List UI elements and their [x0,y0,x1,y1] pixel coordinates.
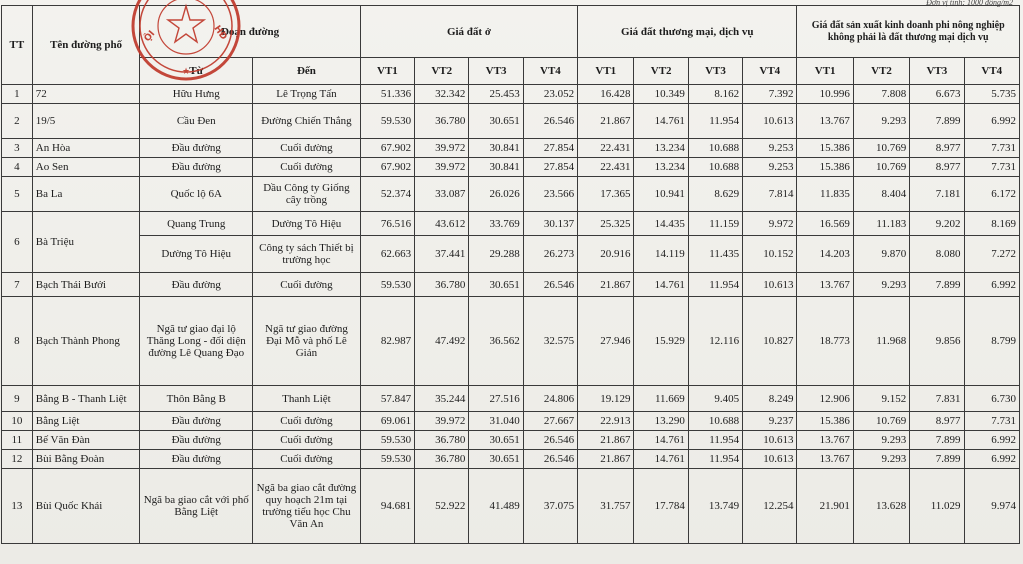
residential-price-cell: 51.336 [360,85,414,104]
col-vt: VT2 [634,58,688,85]
col-vt: VT3 [910,58,964,85]
street-name-cell: Ba La [32,177,140,212]
commercial-price-cell: 12.254 [743,469,797,544]
production-price-cell: 8.977 [910,139,964,158]
residential-price-cell: 33.769 [469,212,523,236]
production-price-cell: 13.767 [797,450,853,469]
street-name-cell: Bằng Liệt [32,412,140,431]
residential-price-cell: 36.780 [415,450,469,469]
svg-text:★: ★ [182,67,191,77]
street-name-cell: Bùi Bằng Đoàn [32,450,140,469]
commercial-price-cell: 21.867 [578,273,634,297]
segment-from-cell: Đầu đường [140,450,253,469]
production-price-cell: 7.899 [910,450,964,469]
residential-price-cell: 30.651 [469,431,523,450]
production-price-cell: 13.628 [853,469,909,544]
production-price-cell: 10.769 [853,412,909,431]
col-vt: VT4 [523,58,577,85]
street-name-cell: An Hòa [32,139,140,158]
table-row [2,412,1020,431]
commercial-price-cell: 10.688 [688,139,742,158]
commercial-price-cell: 21.867 [578,431,634,450]
production-price-cell: 7.731 [964,139,1019,158]
segment-from-cell: Đầu đường [140,431,253,450]
production-price-cell: 14.203 [797,236,853,273]
production-price-cell: 10.769 [853,139,909,158]
production-price-cell: 9.152 [853,386,909,412]
residential-price-cell: 33.087 [415,177,469,212]
row-number-cell: 13 [2,469,33,544]
land-price-table [1,5,1020,544]
segment-to-cell: Ngã ba giao cắt đường quy hoạch 21m tại trường tiểu học Chu Văn An [253,469,361,544]
segment-to-cell: Ngã tư giao đường Đại Mỗ và phố Lê Giản [253,297,361,386]
segment-to-cell: Dầu Công ty Giống cây trồng [253,177,361,212]
residential-price-cell: 30.651 [469,104,523,139]
segment-from-cell: Quang Trung [140,212,253,236]
commercial-price-cell: 19.129 [578,386,634,412]
residential-price-cell: 59.530 [360,450,414,469]
residential-price-cell: 35.244 [415,386,469,412]
segment-from-cell: Cầu Đen [140,104,253,139]
commercial-price-cell: 25.325 [578,212,634,236]
commercial-price-cell: 27.946 [578,297,634,386]
commercial-price-cell: 22.913 [578,412,634,431]
residential-price-cell: 32.575 [523,297,577,386]
residential-price-cell: 31.040 [469,412,523,431]
segment-from-cell: Đầu đường [140,273,253,297]
table-row [2,104,1020,139]
production-price-cell: 16.569 [797,212,853,236]
production-price-cell: 10.996 [797,85,853,104]
residential-price-cell: 32.342 [415,85,469,104]
col-vt: VT2 [415,58,469,85]
commercial-price-cell: 10.349 [634,85,688,104]
production-price-cell: 6.172 [964,177,1019,212]
segment-from-cell: Dường Tô Hiệu [140,236,253,273]
segment-to-cell: Công ty sách Thiết bị trường học [253,236,361,273]
row-number-cell: 2 [2,104,33,139]
segment-to-cell: Cuối đường [253,450,361,469]
production-price-cell: 7.899 [910,273,964,297]
street-name-cell: Bạch Thái Bưởi [32,273,140,297]
residential-price-cell: 47.492 [415,297,469,386]
segment-from-cell: Đầu đường [140,158,253,177]
segment-from-cell: Đầu đường [140,412,253,431]
production-price-cell: 8.169 [964,212,1019,236]
commercial-price-cell: 10.688 [688,412,742,431]
commercial-price-cell: 16.428 [578,85,634,104]
production-price-cell: 18.773 [797,297,853,386]
production-price-cell: 6.992 [964,104,1019,139]
residential-price-cell: 27.516 [469,386,523,412]
col-vt: VT4 [743,58,797,85]
residential-price-cell: 76.516 [360,212,414,236]
production-price-cell: 6.673 [910,85,964,104]
residential-price-cell: 26.546 [523,273,577,297]
production-price-cell: 9.293 [853,104,909,139]
table-row [2,297,1020,386]
production-price-cell: 21.901 [797,469,853,544]
production-price-cell: 15.386 [797,139,853,158]
production-price-cell: 7.831 [910,386,964,412]
commercial-price-cell: 11.954 [688,431,742,450]
production-price-cell: 7.899 [910,431,964,450]
table-row [2,212,1020,236]
commercial-price-cell: 11.435 [688,236,742,273]
commercial-price-cell: 10.152 [743,236,797,273]
segment-to-cell: Cuối đường [253,431,361,450]
production-price-cell: 15.386 [797,412,853,431]
row-number-cell: 4 [2,158,33,177]
commercial-price-cell: 14.761 [634,431,688,450]
segment-from-cell: Quốc lộ 6A [140,177,253,212]
col-vt: VT1 [797,58,853,85]
col-vt: VT3 [469,58,523,85]
commercial-price-cell: 10.688 [688,158,742,177]
production-price-cell: 7.272 [964,236,1019,273]
commercial-price-cell: 9.405 [688,386,742,412]
residential-price-cell: 39.972 [415,139,469,158]
commercial-price-cell: 14.435 [634,212,688,236]
row-number-cell: 11 [2,431,33,450]
residential-price-cell: 69.061 [360,412,414,431]
commercial-price-cell: 11.954 [688,273,742,297]
production-price-cell: 12.906 [797,386,853,412]
production-price-cell: 5.735 [964,85,1019,104]
segment-to-cell: Thanh Liệt [253,386,361,412]
unit-note: Đơn vị tính: 1000 đồng/m2 [926,0,1013,7]
table-row [2,85,1020,104]
col-commercial: Giá đất thương mại, dịch vụ [578,6,797,58]
production-price-cell: 6.992 [964,431,1019,450]
commercial-price-cell: 17.365 [578,177,634,212]
col-residential: Giá đất ở [360,6,577,58]
commercial-price-cell: 8.629 [688,177,742,212]
residential-price-cell: 59.530 [360,104,414,139]
table-row [2,469,1020,544]
residential-price-cell: 26.546 [523,431,577,450]
residential-price-cell: 37.441 [415,236,469,273]
residential-price-cell: 23.052 [523,85,577,104]
production-price-cell: 10.769 [853,158,909,177]
col-vt: VT3 [688,58,742,85]
street-name-cell: Bế Văn Đàn [32,431,140,450]
production-price-cell: 8.799 [964,297,1019,386]
table-row [2,236,1020,273]
commercial-price-cell: 10.613 [743,450,797,469]
commercial-price-cell: 14.761 [634,450,688,469]
production-price-cell: 9.202 [910,212,964,236]
street-name-cell: 19/5 [32,104,140,139]
segment-to-cell: Đường Chiến Thắng [253,104,361,139]
commercial-price-cell: 9.253 [743,139,797,158]
svg-text:ỘI: ỘI [142,29,158,44]
residential-price-cell: 26.026 [469,177,523,212]
street-name-cell: Ao Sen [32,158,140,177]
header-row-2 [2,58,1020,85]
commercial-price-cell: 9.972 [743,212,797,236]
production-price-cell: 9.870 [853,236,909,273]
table-row [2,158,1020,177]
residential-price-cell: 23.566 [523,177,577,212]
residential-price-cell: 30.651 [469,450,523,469]
production-price-cell: 9.293 [853,431,909,450]
row-number-cell: 12 [2,450,33,469]
segment-from-cell: Hữu Hưng [140,85,253,104]
residential-price-cell: 82.987 [360,297,414,386]
segment-to-cell: Cuối đường [253,273,361,297]
production-price-cell: 8.080 [910,236,964,273]
commercial-price-cell: 10.613 [743,104,797,139]
residential-price-cell: 57.847 [360,386,414,412]
row-number-cell: 1 [2,85,33,104]
residential-price-cell: 29.288 [469,236,523,273]
residential-price-cell: 67.902 [360,158,414,177]
production-price-cell: 7.899 [910,104,964,139]
commercial-price-cell: 13.234 [634,139,688,158]
residential-price-cell: 39.972 [415,412,469,431]
residential-price-cell: 36.780 [415,104,469,139]
table-row [2,139,1020,158]
commercial-price-cell: 13.234 [634,158,688,177]
commercial-price-cell: 22.431 [578,158,634,177]
residential-price-cell: 52.374 [360,177,414,212]
production-price-cell: 11.968 [853,297,909,386]
production-price-cell: 7.731 [964,412,1019,431]
production-price-cell: 13.767 [797,431,853,450]
segment-to-cell: Lê Trọng Tấn [253,85,361,104]
residential-price-cell: 27.854 [523,158,577,177]
segment-to-cell: Cuối đường [253,139,361,158]
header-row-1 [2,6,1020,58]
commercial-price-cell: 8.162 [688,85,742,104]
production-price-cell: 7.181 [910,177,964,212]
production-price-cell: 15.386 [797,158,853,177]
residential-price-cell: 59.530 [360,431,414,450]
commercial-price-cell: 11.954 [688,450,742,469]
commercial-price-cell: 11.159 [688,212,742,236]
residential-price-cell: 62.663 [360,236,414,273]
commercial-price-cell: 13.290 [634,412,688,431]
table-row [2,273,1020,297]
col-production: Giá đất sản xuất kinh doanh phi nông nghiệp không phải là đất thương mại dịch vụ [797,6,1020,58]
production-price-cell: 9.856 [910,297,964,386]
residential-price-cell: 25.453 [469,85,523,104]
table-row [2,450,1020,469]
segment-from-cell: Đầu đường [140,139,253,158]
commercial-price-cell: 7.814 [743,177,797,212]
production-price-cell: 7.731 [964,158,1019,177]
commercial-price-cell: 10.613 [743,431,797,450]
production-price-cell: 11.029 [910,469,964,544]
commercial-price-cell: 22.431 [578,139,634,158]
commercial-price-cell: 15.929 [634,297,688,386]
col-segment: Đoạn đường [140,6,360,58]
residential-price-cell: 36.562 [469,297,523,386]
commercial-price-cell: 21.867 [578,450,634,469]
residential-price-cell: 39.972 [415,158,469,177]
production-price-cell: 6.992 [964,273,1019,297]
production-price-cell: 8.977 [910,412,964,431]
street-name-cell: Bà Triệu [32,212,140,273]
residential-price-cell: 30.841 [469,158,523,177]
row-number-cell: 9 [2,386,33,412]
residential-price-cell: 26.546 [523,104,577,139]
commercial-price-cell: 9.237 [743,412,797,431]
residential-price-cell: 30.841 [469,139,523,158]
col-vt: VT4 [964,58,1019,85]
row-number-cell: 10 [2,412,33,431]
production-price-cell: 13.767 [797,104,853,139]
segment-from-cell: Thôn Bằng B [140,386,253,412]
segment-to-cell: Cuối đường [253,158,361,177]
segment-to-cell: Dường Tô Hiệu [253,212,361,236]
residential-price-cell: 52.922 [415,469,469,544]
commercial-price-cell: 10.941 [634,177,688,212]
street-name-cell: 72 [32,85,140,104]
commercial-price-cell: 8.249 [743,386,797,412]
table-body [2,85,1020,544]
commercial-price-cell: 10.827 [743,297,797,386]
production-price-cell: 8.404 [853,177,909,212]
table-row [2,386,1020,412]
commercial-price-cell: 9.253 [743,158,797,177]
production-price-cell: 6.730 [964,386,1019,412]
table-row [2,431,1020,450]
row-number-cell: 6 [2,212,33,273]
production-price-cell: 8.977 [910,158,964,177]
residential-price-cell: 30.651 [469,273,523,297]
svg-text:HĐ: HĐ [211,23,229,43]
segment-from-cell: Ngã ba giao cắt với phố Bằng Liệt [140,469,253,544]
residential-price-cell: 41.489 [469,469,523,544]
production-price-cell: 11.835 [797,177,853,212]
commercial-price-cell: 7.392 [743,85,797,104]
commercial-price-cell: 11.954 [688,104,742,139]
residential-price-cell: 26.273 [523,236,577,273]
col-vt: VT1 [360,58,414,85]
col-vt: VT1 [578,58,634,85]
col-street: Tên đường phố [32,6,140,85]
commercial-price-cell: 17.784 [634,469,688,544]
commercial-price-cell: 11.669 [634,386,688,412]
row-number-cell: 3 [2,139,33,158]
residential-price-cell: 36.780 [415,431,469,450]
production-price-cell: 9.974 [964,469,1019,544]
street-name-cell: Bằng B - Thanh Liệt [32,386,140,412]
commercial-price-cell: 14.119 [634,236,688,273]
production-price-cell: 13.767 [797,273,853,297]
commercial-price-cell: 21.867 [578,104,634,139]
commercial-price-cell: 14.761 [634,104,688,139]
segment-from-cell: Ngã tư giao đại lộ Thăng Long - đối diện đường Lê Quang Đạo [140,297,253,386]
residential-price-cell: 59.530 [360,273,414,297]
street-name-cell: Bùi Quốc Khái [32,469,140,544]
col-vt: VT2 [853,58,909,85]
commercial-price-cell: 13.749 [688,469,742,544]
table-row [2,177,1020,212]
residential-price-cell: 26.546 [523,450,577,469]
col-to: Đến [253,58,361,85]
residential-price-cell: 27.667 [523,412,577,431]
residential-price-cell: 67.902 [360,139,414,158]
commercial-price-cell: 14.761 [634,273,688,297]
commercial-price-cell: 12.116 [688,297,742,386]
production-price-cell: 9.293 [853,450,909,469]
residential-price-cell: 94.681 [360,469,414,544]
production-price-cell: 11.183 [853,212,909,236]
production-price-cell: 9.293 [853,273,909,297]
residential-price-cell: 43.612 [415,212,469,236]
row-number-cell: 7 [2,273,33,297]
col-tt: TT [2,6,33,85]
street-name-cell: Bạch Thành Phong [32,297,140,386]
production-price-cell: 6.992 [964,450,1019,469]
row-number-cell: 5 [2,177,33,212]
segment-to-cell: Cuối đường [253,412,361,431]
commercial-price-cell: 10.613 [743,273,797,297]
residential-price-cell: 36.780 [415,273,469,297]
col-from: Từ [140,58,253,85]
residential-price-cell: 30.137 [523,212,577,236]
row-number-cell: 8 [2,297,33,386]
residential-price-cell: 27.854 [523,139,577,158]
residential-price-cell: 24.806 [523,386,577,412]
residential-price-cell: 37.075 [523,469,577,544]
commercial-price-cell: 20.916 [578,236,634,273]
production-price-cell: 7.808 [853,85,909,104]
commercial-price-cell: 31.757 [578,469,634,544]
